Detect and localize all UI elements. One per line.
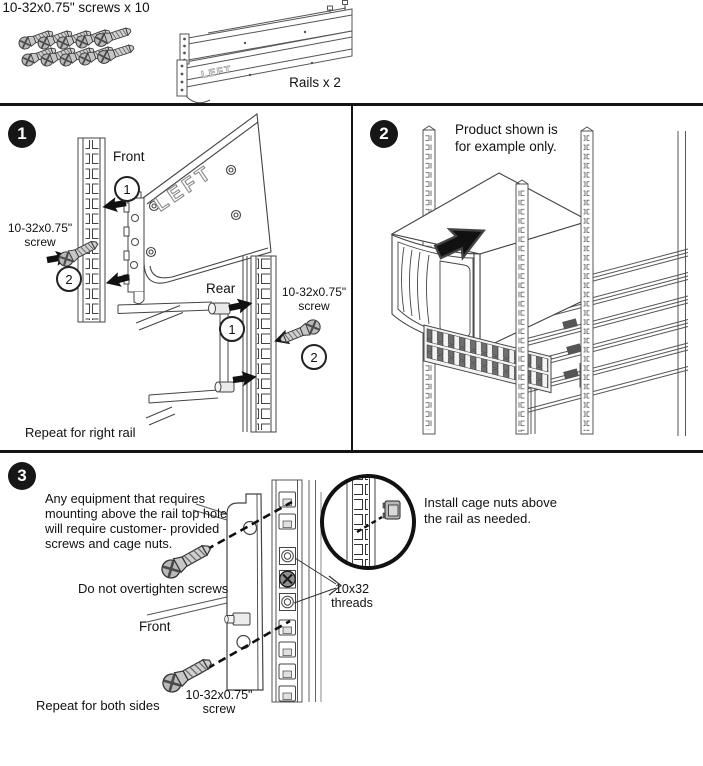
rails-quantity-label: Rails x 2 (289, 75, 341, 90)
rail-front-flange (225, 494, 263, 690)
step3-footer-note: Repeat for both sides (36, 698, 160, 713)
rail-marking-text: LEFT (200, 64, 234, 81)
installed-cage-nut (280, 571, 296, 589)
step2-badge: 2 (370, 120, 398, 148)
middle-rack-post (516, 180, 528, 434)
step2-drawing (352, 106, 703, 450)
step3-badge: 3 (8, 462, 36, 490)
parts-list-drawing (0, 0, 703, 104)
cage-nut-magnifier (322, 474, 414, 570)
step1-footer-note: Repeat for right rail (25, 425, 136, 440)
step3-front-label: Front (139, 619, 171, 634)
step1-front-callout-1: 1 (114, 176, 140, 202)
screws-quantity-label: 10-32x0.75" screws x 10 (2, 0, 150, 15)
step2-note: Product shown is for example only. (455, 122, 558, 154)
step1-badge: 1 (8, 120, 36, 148)
step1-rear-screw-label: 10-32x0.75" screw (281, 285, 347, 313)
step1-rear-label: Rear (206, 281, 236, 296)
rail-marking-text: LEFT (150, 160, 218, 217)
chassis-drawing (392, 173, 589, 350)
step1-front-label: Front (113, 149, 145, 164)
screws-group (17, 24, 135, 67)
step3-warning-label: Do not overtighten screws (78, 581, 229, 596)
step3-paragraph: Any equipment that requires mounting above the rail top hole will require customer- provided screws and cage nuts. (45, 491, 228, 551)
step1-front-callout-2: 2 (56, 266, 82, 292)
step1-front-screw-label: 10-32x0.75" screw (7, 221, 73, 249)
step1-rear-callout-1: 1 (219, 316, 245, 342)
rack-post-cage-holes (272, 480, 321, 702)
arrow-icon (227, 296, 254, 316)
rear-rack-post (243, 256, 276, 432)
step3-screw-label: 10-32x0.75" screw (185, 688, 253, 717)
front-rack-post (78, 138, 105, 322)
right-frame-edge (678, 131, 686, 436)
front-rail-bracket (124, 190, 144, 304)
rear-rail-bracket (118, 302, 234, 425)
right-rack-post (581, 127, 593, 434)
step3-threads-label: 10x32 threads (331, 582, 373, 611)
step3-cage-note: Install cage nuts above the rail as needed. (424, 495, 557, 526)
arrow-icon (104, 270, 131, 291)
cage-nut-icon (383, 501, 400, 519)
step1-rear-callout-2: 2 (301, 344, 327, 370)
step1-drawing (0, 106, 352, 450)
